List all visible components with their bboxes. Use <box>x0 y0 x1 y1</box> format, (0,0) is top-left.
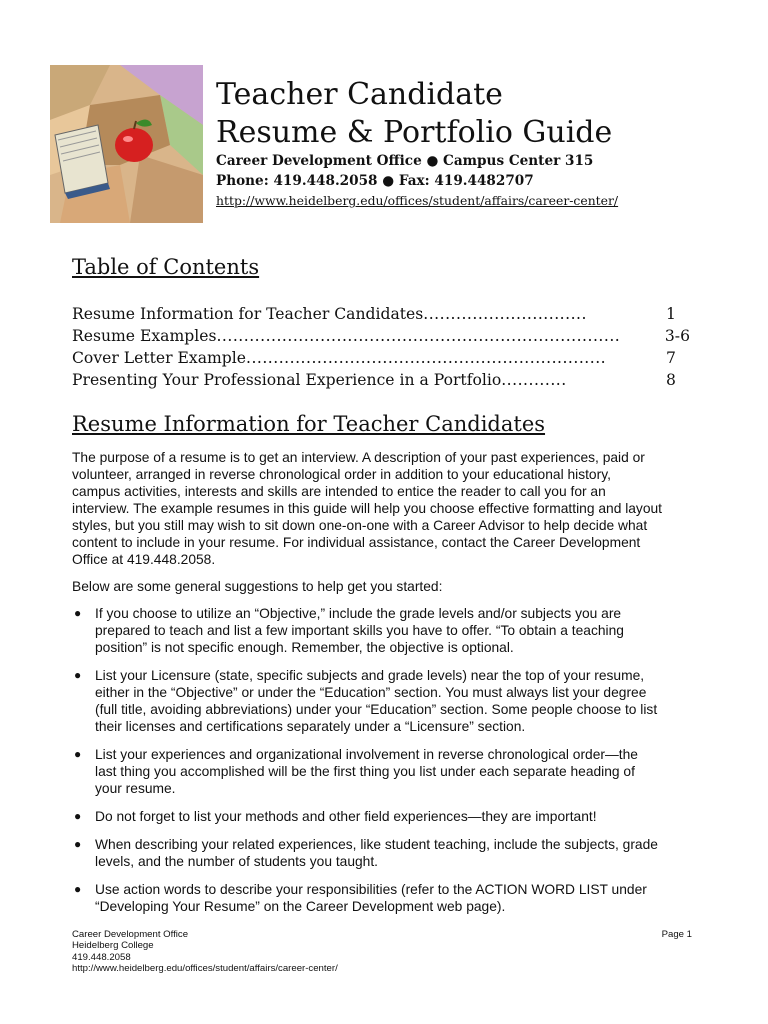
bullet-icon: ● <box>74 668 82 682</box>
toc-item-label: Cover Letter Example <box>72 349 246 367</box>
list-item-text: If you choose to utilize an “Objective,” include the grade levels and/or subjects you are prepared to teach and list a few important skills you have to offer. “To obtain a teaching position” is not specific enough. Remember, the objective is optional. <box>95 606 624 655</box>
intro-paragraph: The purpose of a resume is to get an interview. A description of your past experiences, paid or volunteer, arranged in reverse chronological order in addition to your educational history, campus activities, interests and skills are intended to entice the reader to call you for an interview. The example resumes in this guide will help you choose effective formatting and layout styles, but you still may wish to sit down one-on-one with a Career Advisor to help decide what content to include in your resume. For individual assistance, contact the Career Development Office at 419.448.2058. <box>72 450 663 567</box>
toc-item-label: Presenting Your Professional Experience in a Portfolio <box>72 371 502 389</box>
title-line-2: Resume & Portfolio Guide <box>216 115 613 150</box>
contact-info <box>216 151 618 211</box>
toc-item-portfolio[interactable] <box>72 369 690 391</box>
career-center-link[interactable]: http://www.heidelberg.edu/offices/student/affairs/career-center/ <box>216 193 619 208</box>
list-item <box>72 667 662 735</box>
list-item <box>72 881 662 915</box>
toc-item-page: 3-6 <box>664 327 690 345</box>
list-item <box>72 836 662 870</box>
list-item <box>72 605 662 656</box>
toc-item-cover-letter[interactable] <box>72 347 690 369</box>
page-number: Page 1 <box>661 929 692 940</box>
toc-item-resume-information[interactable] <box>72 303 690 325</box>
page-title <box>216 76 612 152</box>
list-item <box>72 808 662 825</box>
table-of-contents <box>72 303 690 391</box>
toc-item-label: Resume Examples <box>72 327 217 345</box>
toc-item-resume-examples[interactable] <box>72 325 690 347</box>
apple-and-book-icon <box>50 65 203 223</box>
section-body <box>72 449 662 926</box>
toc-heading: Table of Contents <box>72 255 260 279</box>
bullet-icon: ● <box>74 809 82 823</box>
footer-phone: 419.448.2058 <box>72 951 131 963</box>
footer-office: Career Development Office <box>72 929 189 940</box>
contact-line-phone: Phone: 419.448.2058 ● Fax: 419.4482707 <box>216 173 534 189</box>
list-item-text: Do not forget to list your methods and other field experiences—they are important! <box>95 809 597 824</box>
lead-paragraph: Below are some general suggestions to help get you started: <box>72 579 443 594</box>
list-item-text: List your Licensure (state, specific subjects and grade levels) near the top of your resume, either in the “Objective” or under the “Education” section. You must always list your degree (full title, avoiding abbreviations) under your “Education” section. Some people choose to list their licenses and certifications separately under a “Licensure” section. <box>95 668 658 734</box>
list-item <box>72 746 662 797</box>
toc-leader-dots: .................................................................. <box>245 349 607 367</box>
footer-college: Heidelberg College <box>72 940 154 952</box>
bullet-icon: ● <box>74 837 82 851</box>
toc-item-page: 1 <box>666 305 676 323</box>
apple-book-clipart <box>50 65 203 223</box>
list-item-text: Use action words to describe your responsibilities (refer to the ACTION WORD LIST under “Developing Your Resume” on the Career Development web page). <box>95 882 647 914</box>
bullet-icon: ● <box>74 606 82 620</box>
toc-item-page: 8 <box>666 371 676 389</box>
toc-leader-dots: ............ <box>501 371 567 389</box>
list-item-text: List your experiences and organizational involvement in reverse chronological order—the last thing you accomplished will be the first thing you list under each separate heading of your resume. <box>95 747 638 796</box>
suggestions-list <box>72 605 662 915</box>
title-line-1: Teacher Candidate <box>216 77 503 112</box>
toc-item-page: 7 <box>666 349 676 367</box>
footer-url[interactable]: http://www.heidelberg.edu/offices/student/affairs/career-center/ <box>72 963 338 975</box>
toc-leader-dots: .......................................................................... <box>216 327 621 345</box>
toc-leader-dots: .............................. <box>423 305 587 323</box>
page-footer <box>72 929 692 975</box>
list-item-text: When describing your related experiences, like student teaching, include the subjects, grade levels, and the number of students you taught. <box>95 837 658 869</box>
bullet-icon: ● <box>74 882 82 896</box>
toc-item-label: Resume Information for Teacher Candidates <box>72 305 424 323</box>
contact-line-office: Career Development Office ● Campus Center 315 <box>216 153 594 169</box>
section-heading: Resume Information for Teacher Candidates <box>72 412 546 436</box>
bullet-icon: ● <box>74 747 82 761</box>
